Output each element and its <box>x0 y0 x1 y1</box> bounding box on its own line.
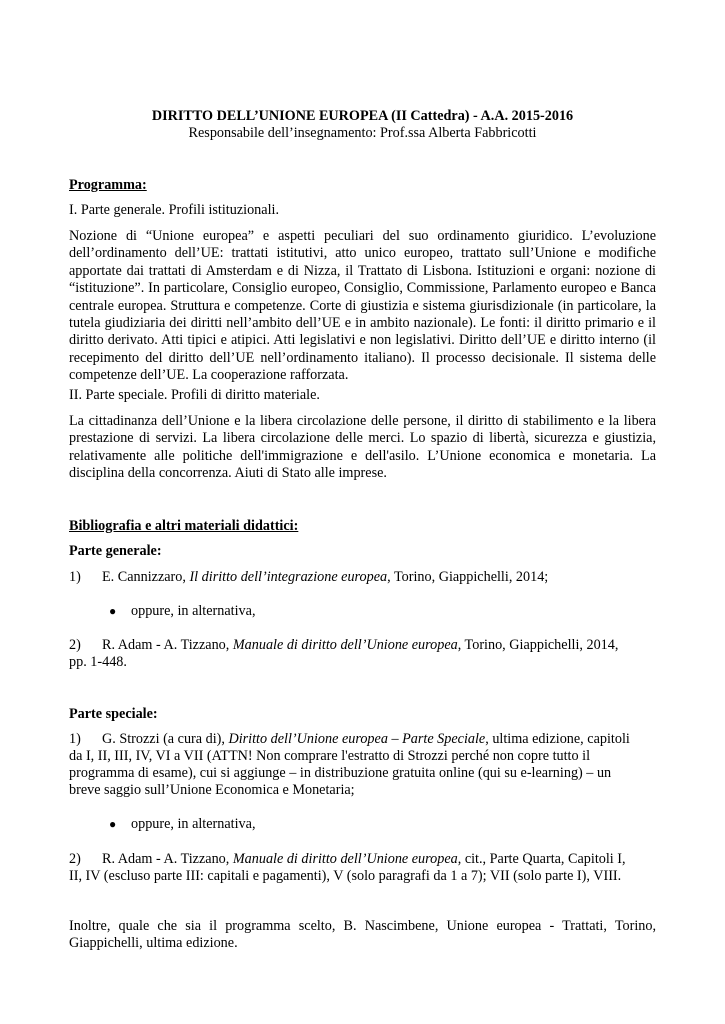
course-title: DIRITTO DELL’UNIONE EUROPEA (II Cattedra) - A.A. 2015-2016 <box>151 108 574 124</box>
list-number: 2) <box>69 851 81 867</box>
speciale-item-1: 1) G. Strozzi (a cura di), Diritto dell’Unione europea – Parte Speciale, ultima edizione, capitoli <box>69 731 630 747</box>
speciale-item-1-line2: da I, II, III, IV, VI a VII (ATTN! Non comprare l'estratto di Strozzi perché non copre tutto il <box>69 748 591 764</box>
generale-item-1: 1) E. Cannizzaro, Il diritto dell’integrazione europea, Torino, Giappichelli, 2014; <box>69 569 549 585</box>
part1-text: Nozione di “Unione europea” e aspetti peculiari del suo ordinamento giuridico. L’evoluzione dell’ordinamento dell’UE: trattati istitutivi, atto unico europeo, trattato sull’Unione e modifiche apportate dai trattati di Amsterdam e di Nizza, il Trattato di Lisbona. Istituzioni e organi: nozione di “istituzione”. In particolare, Consiglio europeo, Consiglio, Commissione, Parlamento europeo e Banca centrale europea. Struttura e competenze. Corte di giustizia e sistema giurisdizionale (in particolare, la tutela giudiziaria dei diritti nell’ambito dell’UE e in ambito nazionale). Le fonti: il diritto primario e il diritto derivato. Atti tipici e atipici. Atti legislativi e non legislativi. Diritto dell’UE e diritto interno (il recepimento del diritto dell’UE nell’ordinamento italiano). Il processo decisionale. Il sistema delle competenze dell’UE. La cooperazione rafforzata. <box>69 228 656 384</box>
speciale-item-2-line2: II, IV (escluso parte III: capitali e pagamenti), V (solo paragrafi da 1 a 7); VII (solo parte I), VIII. <box>69 868 622 884</box>
programma-heading: Programma: <box>69 177 147 193</box>
generale-item-2-cont: pp. 1-448. <box>69 654 127 670</box>
generale-alternative: ● oppure, in alternativa, <box>109 603 256 619</box>
part1-title: I. Parte generale. Profili istituzionali. <box>69 202 279 218</box>
inoltre-paragraph: Inoltre, quale che sia il programma scelto, B. Nascimbene, Unione europea - Trattati, Torino, Giappichelli, ultima edizione. <box>69 918 656 952</box>
book-title: Manuale di diritto dell’Unione europea <box>232 851 458 867</box>
speciale-item-1-line4: breve saggio sull’Unione Economica e Monetaria; <box>69 782 355 798</box>
parte-generale-title: Parte generale: <box>69 543 162 559</box>
bibliografia-heading: Bibliografia e altri materiali didattici: <box>69 518 299 534</box>
list-number: 2) <box>69 637 81 653</box>
generale-item-2: 2) R. Adam - A. Tizzano, Manuale di diritto dell’Unione europea, Torino, Giappichelli, 2014, <box>69 637 619 653</box>
speciale-item-2: 2) R. Adam - A. Tizzano, Manuale di diritto dell’Unione europea, cit., Parte Quarta, Capitoli I, <box>69 851 626 867</box>
course-responsible: Responsabile dell’insegnamento: Prof.ssa Alberta Fabbricotti <box>188 125 537 141</box>
speciale-alternative: ● oppure, in alternativa, <box>109 816 256 832</box>
bullet-icon: ● <box>109 817 117 831</box>
parte-speciale-title: Parte speciale: <box>69 706 158 722</box>
speciale-item-1-line3: programma di esame), cui si aggiunge – in distribuzione gratuita online (qui su e-learning) – un <box>69 765 612 781</box>
list-number: 1) <box>69 731 81 747</box>
book-title: Il diritto dell’integrazione europea <box>189 569 388 585</box>
part2-text: La cittadinanza dell’Unione e la libera circolazione delle persone, il diritto di stabilimento e la libera prestazione di servizi. La libera circolazione delle merci. Lo spazio di libertà, sicurezza e giustizia, relativamente alle politiche dell'immigrazione e dell'asilo. L’Unione economica e monetaria. La disciplina della concorrenza. Aiuti di Stato alle imprese. <box>69 413 656 482</box>
book-title: Manuale di diritto dell’Unione europea <box>232 637 458 653</box>
bullet-icon: ● <box>109 604 117 618</box>
book-title: Diritto dell’Unione europea – Parte Speciale <box>228 731 486 747</box>
list-number: 1) <box>69 569 81 585</box>
part2-title: II. Parte speciale. Profili di diritto materiale. <box>69 387 320 403</box>
